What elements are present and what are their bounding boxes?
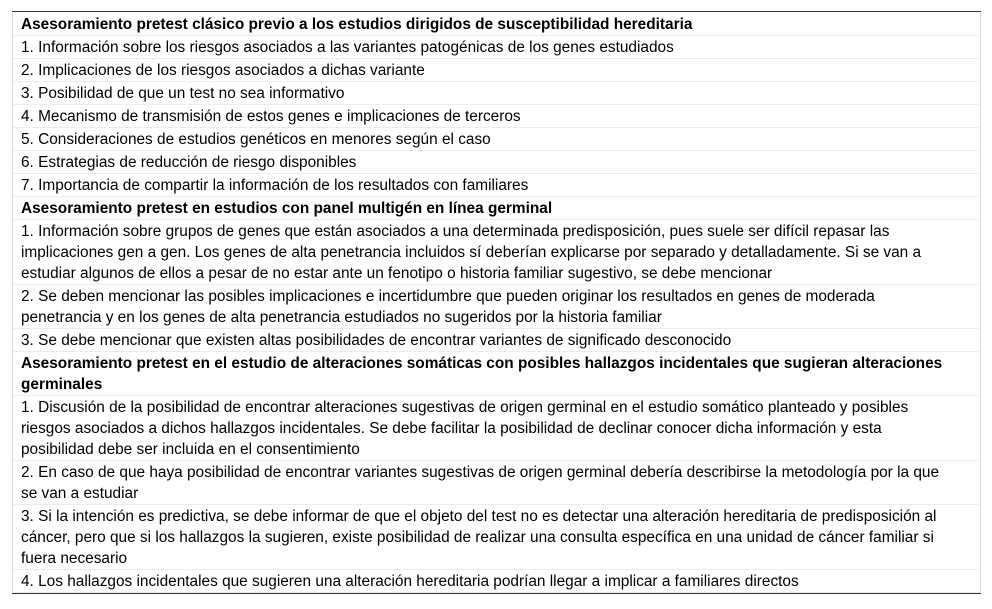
row-text: 1. Información sobre los riesgos asociados a las variantes patogénicas de los genes estudiados bbox=[21, 39, 674, 56]
section-heading bbox=[12, 197, 981, 220]
row-text: 1. Información sobre grupos de genes que están asociados a una determinada predisposición, pues suele ser difícil repasar las implicaciones gen a gen. Los genes de alta penetrancia incluidos sí deberían explicarse por separado y detalladamente. Si se van a estudiar algunos de ellos a pesar de no estar ante un fenotipo o historia familiar sugestivo, se debe mencionar bbox=[21, 223, 922, 282]
table-row bbox=[12, 329, 981, 352]
table-row bbox=[12, 82, 981, 105]
table-row bbox=[12, 505, 981, 570]
row-text: 2. En caso de que haya posibilidad de encontrar variantes sugestivas de origen germinal debería describirse la metodología por la que se van a estudiar bbox=[21, 464, 940, 502]
table-row bbox=[12, 220, 981, 285]
section-heading bbox=[12, 352, 981, 396]
table-row bbox=[12, 151, 981, 174]
row-text: 4. Mecanismo de transmisión de estos genes e implicaciones de terceros bbox=[21, 108, 521, 125]
table-row bbox=[12, 59, 981, 82]
pretest-counseling-table bbox=[12, 11, 981, 594]
table-row bbox=[12, 461, 981, 505]
row-text: 3. Si la intención es predictiva, se debe informar de que el objeto del test no es detectar una alteración hereditaria de predisposición al cáncer, pero que si los hallazgos la sugieren, existe posibilidad de realizar una consulta específica en una unidad de cáncer familiar si fuera necesario bbox=[21, 508, 937, 567]
section-heading-text: Asesoramiento pretest en el estudio de alteraciones somáticas con posibles hallazgos incidentales que sugieran alteraciones germinales bbox=[21, 355, 943, 393]
row-text: 2. Se deben mencionar las posibles implicaciones e incertidumbre que pueden originar los resultados en genes de moderada penetrancia y en los genes de alta penetrancia estudiados no sugeridos por la historia familiar bbox=[21, 288, 875, 326]
section-heading-text: Asesoramiento pretest clásico previo a los estudios dirigidos de susceptibilidad hereditaria bbox=[21, 16, 693, 33]
table-row bbox=[12, 174, 981, 197]
row-text: 3. Posibilidad de que un test no sea informativo bbox=[21, 85, 345, 102]
row-text: 7. Importancia de compartir la información de los resultados con familiares bbox=[21, 177, 529, 194]
row-text: 6. Estrategias de reducción de riesgo disponibles bbox=[21, 154, 357, 171]
table-row bbox=[12, 128, 981, 151]
row-text: 5. Consideraciones de estudios genéticos en menores según el caso bbox=[21, 131, 491, 148]
section-heading bbox=[12, 13, 981, 36]
row-text: 1. Discusión de la posibilidad de encontrar alteraciones sugestivas de origen germinal en el estudio somático planteado y posibles riesgos asociados a dichos hallazgos incidentales. Se debe facilitar la posibilidad de declinar conocer dicha información y esta posibilidad debe ser incluida en el consentimiento bbox=[21, 399, 909, 458]
table-row bbox=[12, 105, 981, 128]
table-row bbox=[12, 570, 981, 593]
table-row bbox=[12, 36, 981, 59]
row-text: 3. Se debe mencionar que existen altas posibilidades de encontrar variantes de significado desconocido bbox=[21, 332, 732, 349]
table-row bbox=[12, 396, 981, 461]
row-text: 4. Los hallazgos incidentales que sugieren una alteración hereditaria podrían llegar a implicar a familiares directos bbox=[21, 573, 799, 590]
section-heading-text: Asesoramiento pretest en estudios con panel multigén en línea germinal bbox=[21, 200, 553, 217]
row-text: 2. Implicaciones de los riesgos asociados a dichas variante bbox=[21, 62, 425, 79]
table-row bbox=[12, 285, 981, 329]
